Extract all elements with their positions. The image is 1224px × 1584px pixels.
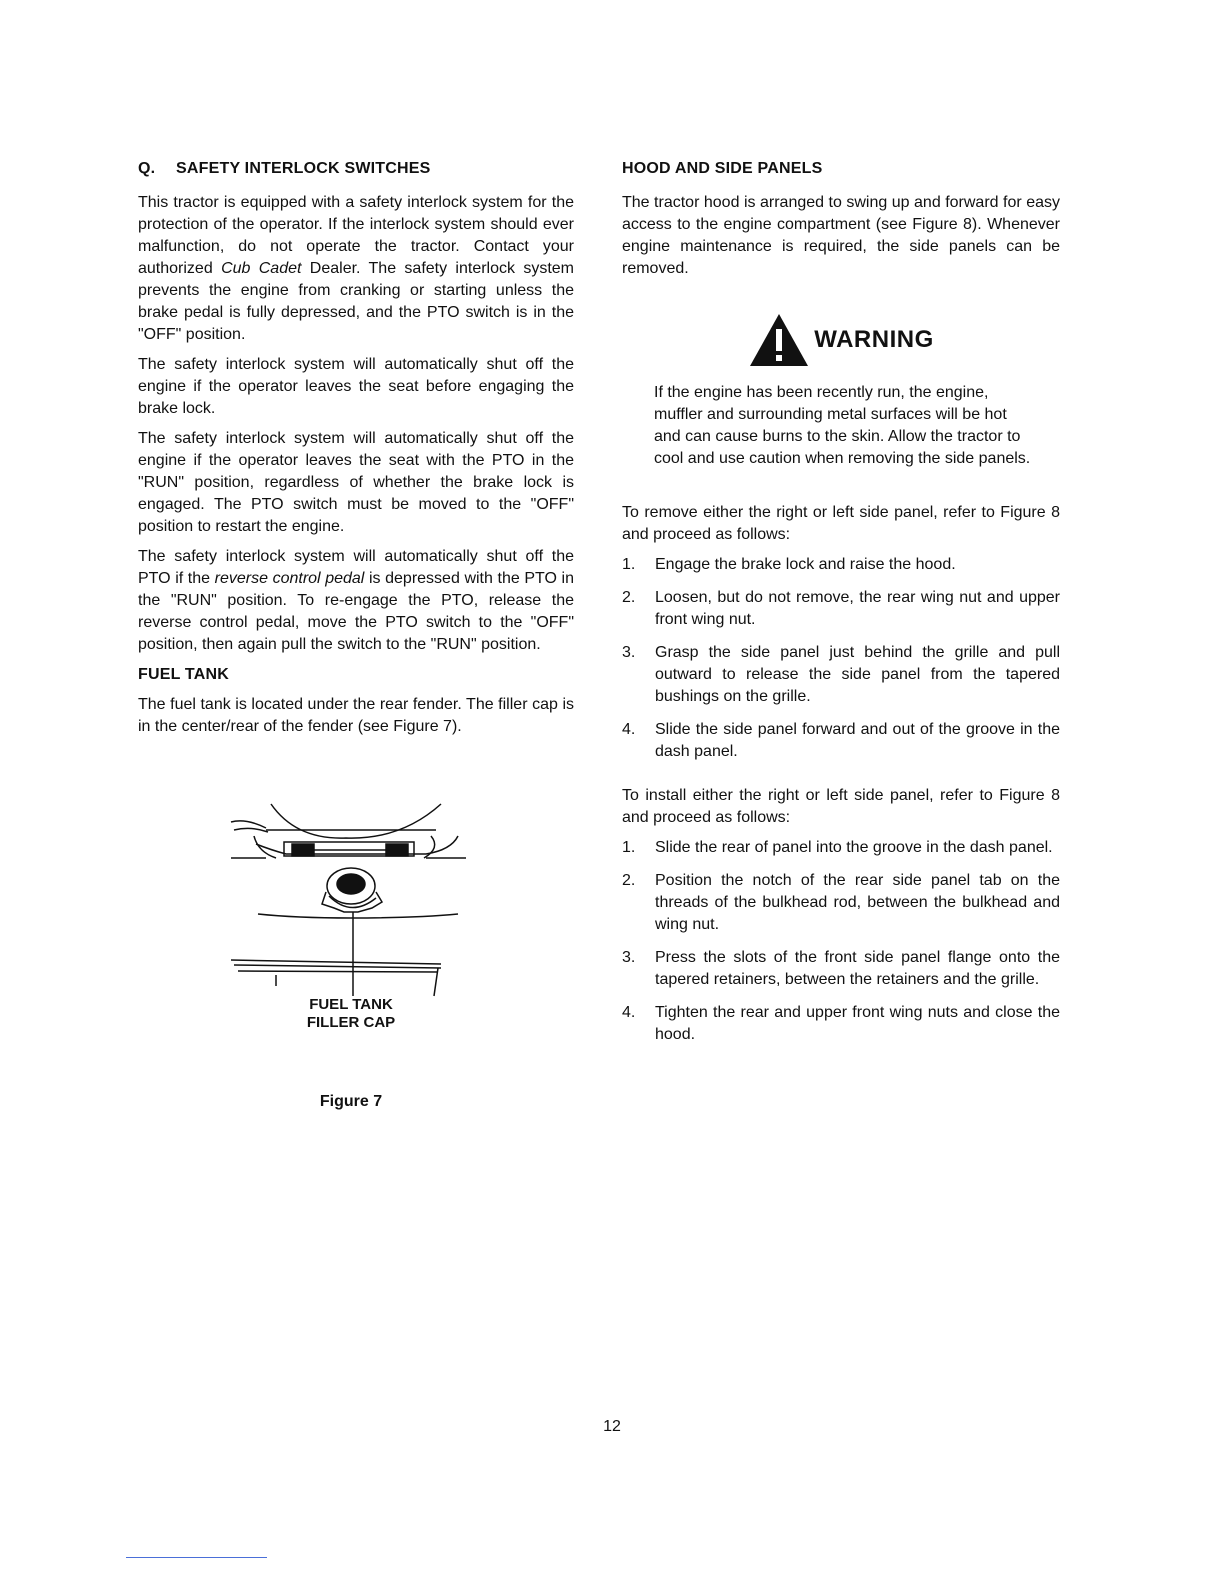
left-column xyxy=(138,158,574,746)
list-item: 3. Grasp the side panel just behind the grille and pull outward to release the side panel from the tapered bushings on the grille. xyxy=(622,644,1060,705)
remove-steps xyxy=(622,554,1060,763)
warning-triangle-icon xyxy=(748,312,810,368)
section-q-title: SAFETY INTERLOCK SWITCHES xyxy=(176,160,431,177)
safety-p1-part-a: This tractor is equipped with a safety interlock system for the protection of the operator. If the interlock system should ever malfunction, do not operate the tractor. Contact your authorized xyxy=(138,194,574,277)
hood-paragraph: The tractor hood is arranged to swing up and forward for easy access to the engine compartment (see Figure 8). Whenever engine maintenance is required, the side panels can be removed. xyxy=(622,194,1060,277)
safety-paragraph-2: The safety interlock system will automatically shut off the engine if the operator leaves the seat before engaging the brake lock. xyxy=(138,356,574,417)
install-intro: To install either the right or left side panel, refer to Figure 8 and proceed as follows: xyxy=(622,787,1060,826)
safety-p1-part-b: Dealer. The safety interlock system prevents the engine from cranking or starting unless the brake pedal is fully depressed, and the PTO switch is in the "OFF" position. xyxy=(138,260,575,343)
safety-paragraph-3: The safety interlock system will automatically shut off the engine if the operator leaves the seat with the PTO in the "RUN" position, regardless of whether the brake lock is engaged. The PTO switch must be moved to the "OFF" position to restart the engine. xyxy=(138,430,574,535)
section-q-heading xyxy=(138,158,574,180)
warning-text: If the engine has been recently run, the engine, muffler and surrounding metal surfaces will be hot and can cause burns to the skin. Allow the tractor to cool and use caution when removing the side panels. xyxy=(654,384,1031,467)
fuel-tank-filler-cap-label xyxy=(286,996,416,1032)
list-item: 2. Loosen, but do not remove, the rear wing nut and upper front wing nut. xyxy=(622,589,1060,628)
list-item: 1. Engage the brake lock and raise the hood. xyxy=(622,556,956,573)
figure-7 xyxy=(226,800,476,1120)
right-column xyxy=(622,158,1060,1068)
warning-header xyxy=(622,312,1060,368)
list-item: 4. Tighten the rear and upper front wing nuts and close the hood. xyxy=(622,1004,1060,1043)
list-item: 1. Slide the rear of panel into the groove in the dash panel. xyxy=(622,839,1053,856)
figure-caption: Figure 7 xyxy=(319,1093,383,1110)
list-item: 2. Position the notch of the rear side panel tab on the threads of the bulkhead rod, between the bulkhead and wing nut. xyxy=(622,872,1060,933)
fuel-tank-heading: FUEL TANK xyxy=(138,666,229,683)
list-item: 4. Slide the side panel forward and out of the groove in the dash panel. xyxy=(622,721,1060,760)
list-item: 3. Press the slots of the front side panel flange onto the tapered retainers, between the retainers and the grille. xyxy=(622,949,1060,988)
fuel-tank-filler-cap-illustration xyxy=(226,800,476,1000)
page-number: 12 xyxy=(603,1418,621,1435)
install-steps xyxy=(622,837,1060,1046)
safety-p4-part-b: is depressed with the PTO in the "RUN" position. To re-engage the PTO, release the reverse control pedal, move the PTO switch to the "OFF" position, then again pull the switch to the "RUN" position. xyxy=(138,570,574,653)
safety-p4-part-a: The safety interlock system will automatically shut off the PTO if the xyxy=(138,548,574,587)
fig-label-line-1: FUEL TANK xyxy=(309,996,393,1013)
scan-artifact-line xyxy=(126,1557,267,1558)
section-q-label: Q. xyxy=(138,160,156,177)
reverse-pedal-term: reverse control pedal xyxy=(214,570,365,587)
fig-label-line-2: FILLER CAP xyxy=(306,1014,396,1031)
safety-paragraph-4 xyxy=(138,546,574,656)
hood-heading: HOOD AND SIDE PANELS xyxy=(622,160,823,177)
brand-name: Cub Cadet xyxy=(221,260,302,277)
remove-intro: To remove either the right or left side panel, refer to Figure 8 and proceed as follows: xyxy=(622,504,1060,543)
safety-paragraph-1 xyxy=(138,192,574,346)
fuel-tank-paragraph: The fuel tank is located under the rear fender. The filler cap is in the center/rear of the fender (see Figure 7). xyxy=(138,696,574,735)
warning-title: WARNING xyxy=(814,326,934,353)
